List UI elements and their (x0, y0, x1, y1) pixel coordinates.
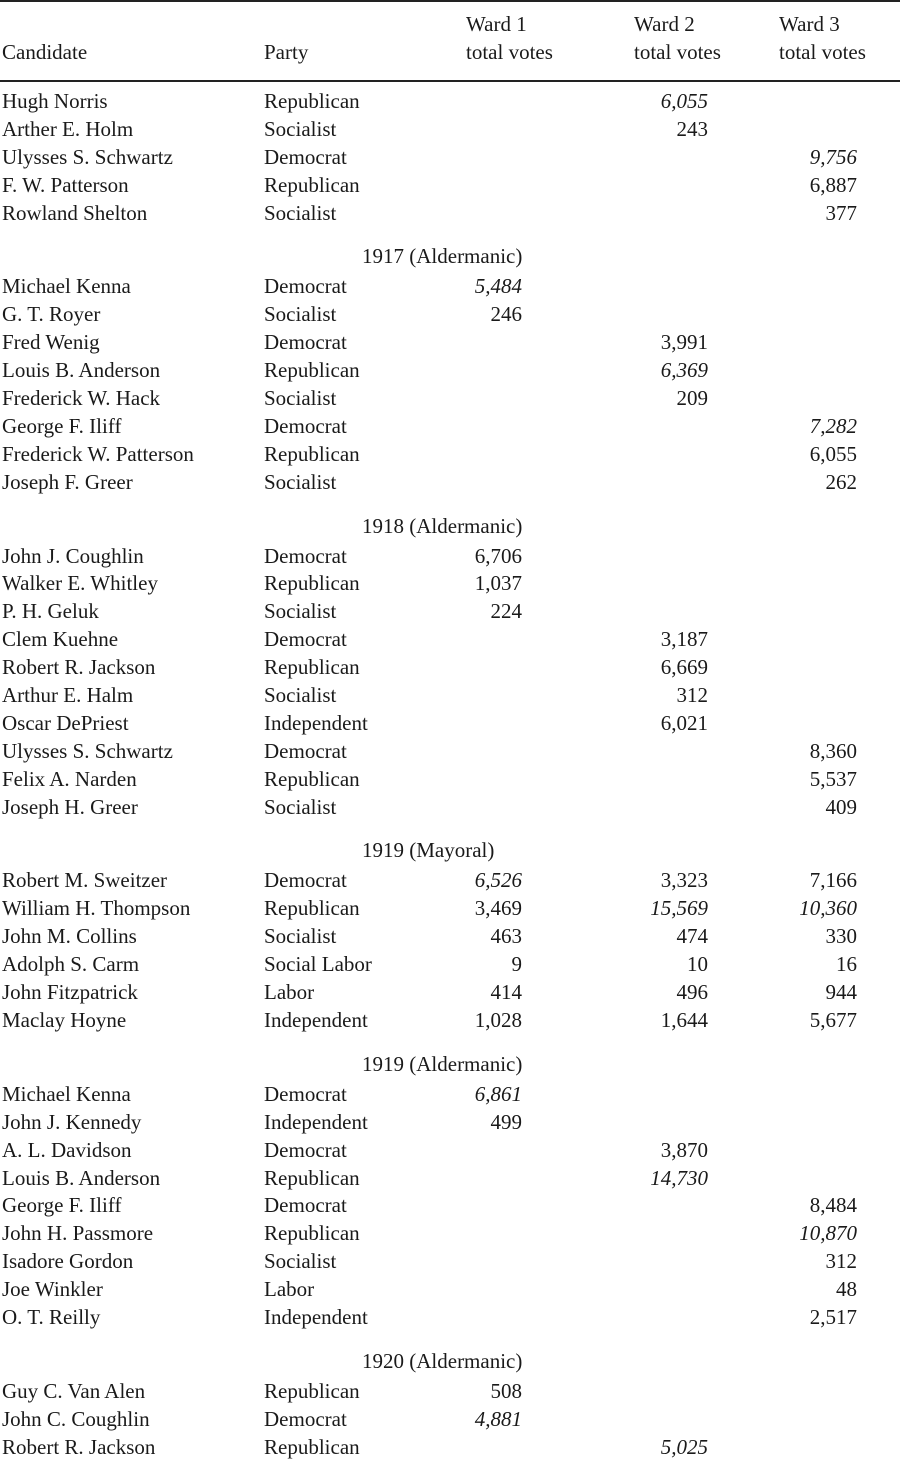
table-row (0, 144, 900, 172)
table-row (0, 441, 900, 469)
candidate-name: Robert M. Sweitzer (2, 868, 168, 893)
header-ward3-line1: Ward 3 (779, 12, 840, 36)
header-ward2-line2: total votes (634, 40, 721, 64)
election-section (0, 88, 900, 227)
ward1-votes: 224 (490, 599, 522, 624)
party-name: Socialist (264, 794, 337, 819)
candidate-name: Robert R. Jackson (2, 655, 156, 680)
candidate-name: Guy C. Van Alen (2, 1378, 146, 1403)
table-row (0, 1007, 900, 1035)
ward2-votes: 10 (687, 952, 708, 977)
party-name: Republican (264, 1221, 360, 1246)
ward2-votes: 209 (676, 386, 708, 411)
candidate-name: Clem Kuehne (2, 627, 119, 652)
ward1-votes: 9 (511, 952, 522, 977)
table-row (0, 1081, 900, 1109)
table-row (0, 385, 900, 413)
ward3-votes: 312 (825, 1249, 857, 1274)
ward3-votes: 2,517 (809, 1304, 857, 1329)
table-row (0, 88, 900, 116)
party-name: Democrat (264, 543, 347, 568)
ward1-votes: 463 (490, 924, 522, 949)
header-party: Party (264, 40, 309, 64)
candidate-name: Felix A. Narden (2, 766, 137, 791)
candidate-name: John Fitzpatrick (2, 980, 138, 1005)
table-row (0, 598, 900, 626)
candidate-name: Adolph S. Carm (2, 952, 140, 977)
candidate-name: Michael Kenna (2, 274, 131, 299)
table-row (0, 543, 900, 571)
election-section (0, 239, 900, 496)
ward3-votes: 7,166 (809, 868, 857, 893)
ward1-votes: 3,469 (474, 896, 522, 921)
candidate-name: Michael Kenna (2, 1081, 131, 1106)
section-title (0, 1047, 900, 1081)
ward1-votes: 499 (490, 1109, 522, 1134)
party-name: Socialist (264, 683, 337, 708)
ward3-votes: 8,360 (809, 738, 857, 763)
party-name: Democrat (264, 868, 347, 893)
candidate-name: Ulysses S. Schwartz (2, 144, 173, 169)
header-ward1 (466, 10, 553, 66)
table-row (0, 766, 900, 794)
table-row (0, 1165, 900, 1193)
header-bottom-rule (0, 80, 900, 82)
table-row (0, 301, 900, 329)
ward2-votes: 243 (676, 116, 708, 141)
ward1-votes: 1,028 (474, 1007, 522, 1032)
candidate-name: John M. Collins (2, 924, 137, 949)
ward2-votes: 3,323 (660, 868, 708, 893)
candidate-name: Oscar DePriest (2, 710, 129, 735)
table-row (0, 116, 900, 144)
ward3-votes: 6,055 (809, 441, 857, 466)
ward3-votes: 409 (825, 794, 857, 819)
header-ward3-line2: total votes (779, 40, 866, 64)
table-row (0, 654, 900, 682)
table-row (0, 738, 900, 766)
section-title-text: 1920 (Aldermanic) (362, 1348, 523, 1373)
party-name: Democrat (264, 413, 347, 438)
party-name: Republican (264, 172, 360, 197)
party-name: Republican (264, 1378, 360, 1403)
header-ward1-line1: Ward 1 (466, 12, 527, 36)
table-row (0, 867, 900, 895)
ward2-votes: 1,644 (660, 1007, 708, 1032)
table-body (0, 88, 900, 1462)
table-row (0, 1378, 900, 1406)
ward2-votes: 6,669 (660, 655, 708, 680)
ward3-votes: 9,756 (809, 144, 857, 169)
party-name: Republican (264, 766, 360, 791)
candidate-name: P. H. Geluk (2, 599, 99, 624)
table-header (0, 10, 900, 76)
table-row (0, 1304, 900, 1332)
ward2-votes: 3,187 (660, 627, 708, 652)
candidate-name: Isadore Gordon (2, 1249, 134, 1274)
ward3-votes: 10,360 (799, 896, 857, 921)
ward3-votes: 10,870 (799, 1221, 857, 1246)
candidate-name: Joe Winkler (2, 1277, 103, 1302)
ward2-votes: 6,369 (660, 358, 708, 383)
candidate-name: Rowland Shelton (2, 200, 148, 225)
table-row (0, 413, 900, 441)
ward3-votes: 330 (825, 924, 857, 949)
candidate-name: Joseph F. Greer (2, 469, 133, 494)
ward3-votes: 262 (825, 469, 857, 494)
section-title-text: 1919 (Aldermanic) (362, 1051, 523, 1076)
candidate-name: Frederick W. Patterson (2, 441, 194, 466)
table-row (0, 1276, 900, 1304)
table-row (0, 469, 900, 497)
ward1-votes: 414 (490, 980, 522, 1005)
party-name: Socialist (264, 599, 337, 624)
table-row (0, 1220, 900, 1248)
candidate-name: John H. Passmore (2, 1221, 154, 1246)
table-row (0, 951, 900, 979)
party-name: Republican (264, 655, 360, 680)
candidate-name: Arthur E. Halm (2, 683, 134, 708)
table-row (0, 1406, 900, 1434)
ward2-votes: 474 (676, 924, 708, 949)
candidate-name: John J. Kennedy (2, 1109, 142, 1134)
party-name: Labor (264, 980, 315, 1005)
section-title (0, 1344, 900, 1378)
party-name: Republican (264, 441, 360, 466)
candidate-name: Joseph H. Greer (2, 794, 138, 819)
section-title-text: 1917 (Aldermanic) (362, 244, 523, 269)
candidate-name: Ulysses S. Schwartz (2, 738, 173, 763)
party-name: Socialist (264, 924, 337, 949)
party-name: Socialist (264, 469, 337, 494)
ward2-votes: 496 (676, 980, 708, 1005)
party-name: Democrat (264, 627, 347, 652)
header-ward3 (779, 10, 866, 66)
party-name: Independent (264, 1007, 368, 1032)
party-name: Democrat (264, 1137, 347, 1162)
party-name: Independent (264, 1304, 368, 1329)
ward1-votes: 5,484 (474, 274, 522, 299)
ward3-votes: 8,484 (809, 1193, 857, 1218)
section-title-text: 1919 (Mayoral) (362, 838, 495, 863)
party-name: Socialist (264, 1249, 337, 1274)
election-section (0, 833, 900, 1034)
party-name: Democrat (264, 274, 347, 299)
candidate-name: John J. Coughlin (2, 543, 144, 568)
ward2-votes: 15,569 (650, 896, 708, 921)
party-name: Democrat (264, 1193, 347, 1218)
ward1-votes: 246 (490, 302, 522, 327)
party-name: Socialist (264, 302, 337, 327)
table-row (0, 329, 900, 357)
party-name: Socialist (264, 116, 337, 141)
party-name: Democrat (264, 330, 347, 355)
ward1-votes: 1,037 (474, 571, 522, 596)
table-row (0, 710, 900, 738)
table-row (0, 794, 900, 822)
party-name: Democrat (264, 1406, 347, 1431)
ward1-votes: 508 (490, 1378, 522, 1403)
party-name: Republican (264, 358, 360, 383)
ward3-votes: 16 (836, 952, 857, 977)
ward3-votes: 5,537 (809, 766, 857, 791)
party-name: Republican (264, 896, 360, 921)
table-row (0, 570, 900, 598)
ward3-votes: 6,887 (809, 172, 857, 197)
candidate-name: John C. Coughlin (2, 1406, 150, 1431)
party-name: Socialist (264, 386, 337, 411)
ward3-votes: 5,677 (809, 1007, 857, 1032)
party-name: Republican (264, 1165, 360, 1190)
party-name: Social Labor (264, 952, 372, 977)
table-row (0, 1192, 900, 1220)
party-name: Democrat (264, 144, 347, 169)
party-name: Independent (264, 1109, 368, 1134)
candidate-name: George F. Iliff (2, 1193, 122, 1218)
table-row (0, 1109, 900, 1137)
election-section (0, 509, 900, 822)
candidate-name: Robert R. Jackson (2, 1434, 156, 1459)
candidate-name: F. W. Patterson (2, 172, 129, 197)
header-ward2 (634, 10, 721, 66)
table-row (0, 200, 900, 228)
section-title (0, 833, 900, 867)
election-section (0, 1344, 900, 1462)
table-row (0, 895, 900, 923)
ward3-votes: 377 (825, 200, 857, 225)
table-row (0, 1248, 900, 1276)
section-title-text: 1918 (Aldermanic) (362, 513, 523, 538)
ward3-votes: 7,282 (809, 413, 857, 438)
table-top-rule (0, 0, 900, 2)
table-row (0, 1137, 900, 1165)
candidate-name: Fred Wenig (2, 330, 100, 355)
candidate-name: G. T. Royer (2, 302, 101, 327)
table-row (0, 923, 900, 951)
ward2-votes: 6,055 (660, 89, 708, 113)
party-name: Democrat (264, 1081, 347, 1106)
ward2-votes: 5,025 (660, 1434, 708, 1459)
candidate-name: William H. Thompson (2, 896, 191, 921)
ward2-votes: 312 (676, 683, 708, 708)
table-row (0, 682, 900, 710)
section-title (0, 239, 900, 273)
header-ward2-line1: Ward 2 (634, 12, 695, 36)
party-name: Republican (264, 89, 360, 113)
party-name: Independent (264, 710, 368, 735)
ward2-votes: 3,991 (660, 330, 708, 355)
table-row (0, 1434, 900, 1462)
table-row (0, 357, 900, 385)
candidate-name: A. L. Davidson (2, 1137, 132, 1162)
table-row (0, 979, 900, 1007)
table-row (0, 172, 900, 200)
party-name: Republican (264, 571, 360, 596)
ward2-votes: 14,730 (650, 1165, 708, 1190)
ward1-votes: 6,526 (474, 868, 522, 893)
election-section (0, 1047, 900, 1332)
candidate-name: Louis B. Anderson (2, 1165, 161, 1190)
party-name: Democrat (264, 738, 347, 763)
table-row (0, 626, 900, 654)
candidate-name: Maclay Hoyne (2, 1007, 127, 1032)
header-ward1-line2: total votes (466, 40, 553, 64)
ward3-votes: 48 (836, 1277, 857, 1302)
candidate-name: O. T. Reilly (2, 1304, 101, 1329)
candidate-name: George F. Iliff (2, 413, 122, 438)
ward3-votes: 944 (825, 980, 857, 1005)
candidate-name: Arther E. Holm (2, 116, 134, 141)
header-candidate: Candidate (2, 40, 88, 64)
ward1-votes: 4,881 (474, 1406, 522, 1431)
party-name: Labor (264, 1277, 315, 1302)
party-name: Republican (264, 1434, 360, 1459)
ward1-votes: 6,861 (474, 1081, 522, 1106)
table-row (0, 273, 900, 301)
party-name: Socialist (264, 200, 337, 225)
candidate-name: Walker E. Whitley (2, 571, 158, 596)
candidate-name: Frederick W. Hack (2, 386, 161, 411)
ward1-votes: 6,706 (474, 543, 522, 568)
candidate-name: Louis B. Anderson (2, 358, 161, 383)
candidate-name: Hugh Norris (2, 89, 108, 113)
section-title (0, 509, 900, 543)
ward2-votes: 6,021 (660, 710, 708, 735)
ward2-votes: 3,870 (660, 1137, 708, 1162)
